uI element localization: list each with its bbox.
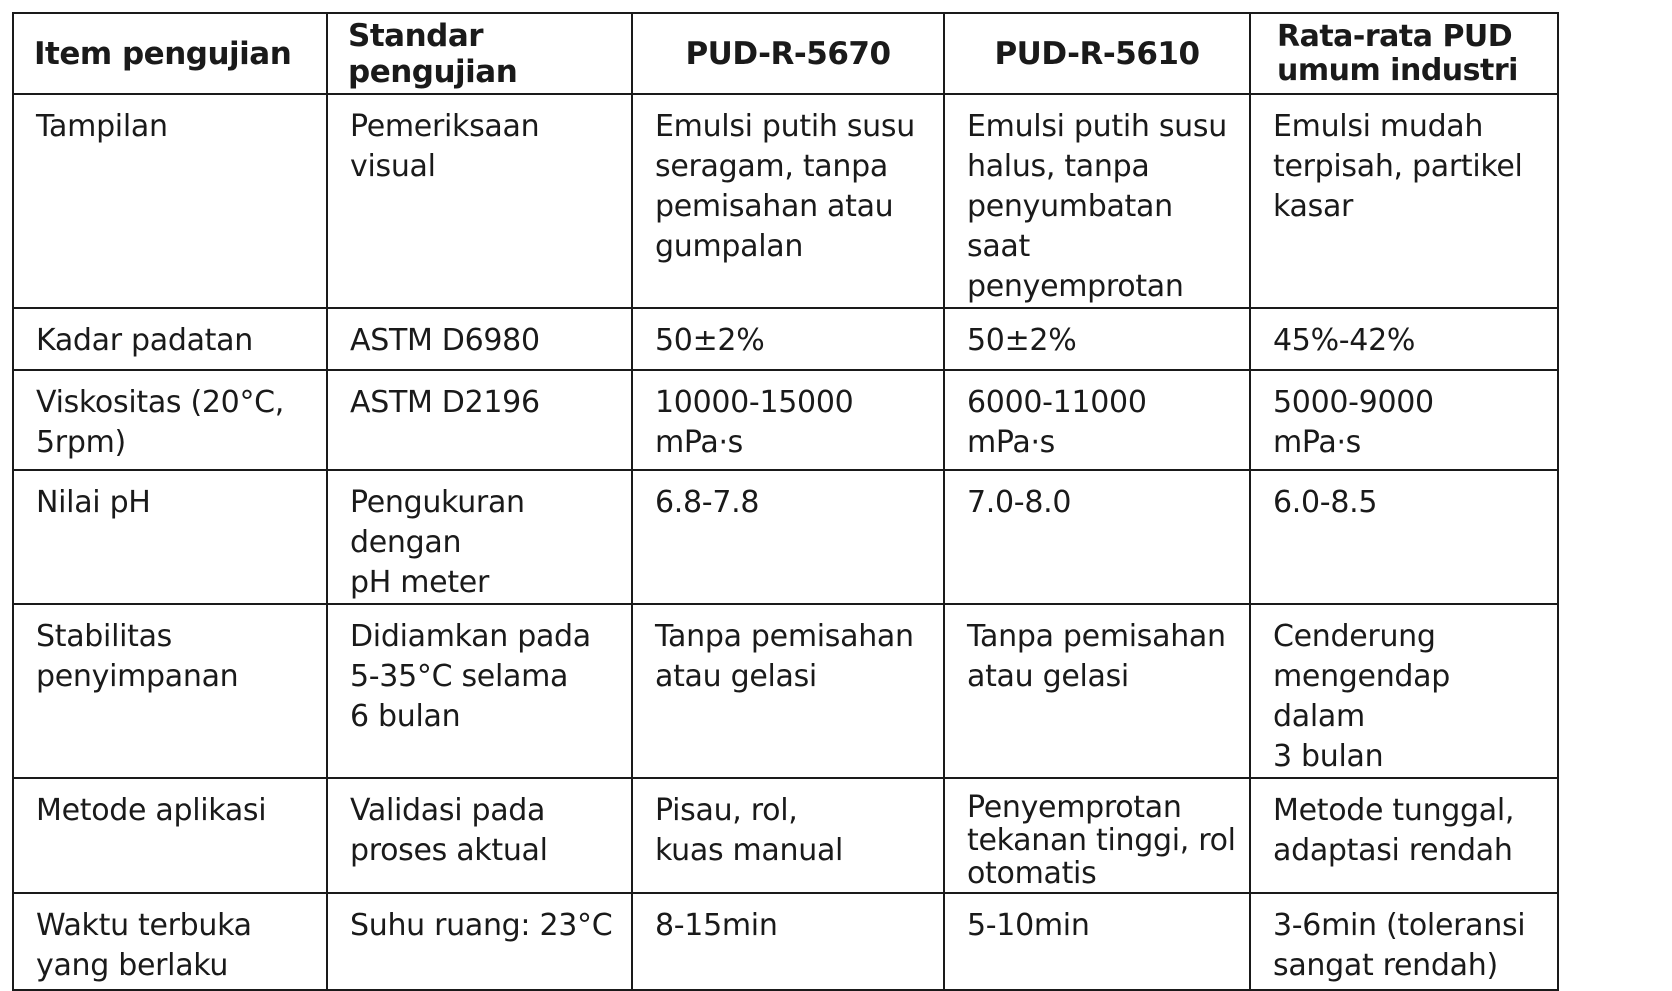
table-cell: 3-6min (toleransi sangat rendah) [1250,893,1558,990]
table-cell: Emulsi mudah terpisah, partikel kasar [1250,94,1558,308]
table-row [13,604,1558,778]
table-header-row [13,13,1558,94]
table-cell: 6.0-8.5 [1250,470,1558,604]
table-cell: 8-15min [632,893,944,990]
table-cell: Emulsi putih susu seragam, tanpa pemisahan atau gumpalan [632,94,944,308]
header-item-pengujian: Item pengujian [13,13,327,94]
table-cell: 7.0-8.0 [944,470,1250,604]
table-cell: 10000-15000 mPa·s [632,370,944,470]
table-cell: Waktu terbuka yang berlaku [13,893,327,990]
table-cell: Didiamkan pada 5-35°C selama 6 bulan [327,604,632,778]
table-cell: 50±2% [632,308,944,370]
table-cell: Metode tunggal, adaptasi rendah [1250,778,1558,893]
table-cell: 5000-9000 mPa·s [1250,370,1558,470]
comparison-table [12,12,1559,991]
table-row [13,308,1558,370]
header-rata-rata-pud: Rata-rata PUD umum industri [1250,13,1558,94]
table-cell: Pisau, rol, kuas manual [632,778,944,893]
table-row [13,94,1558,308]
table-cell: ASTM D6980 [327,308,632,370]
header-pud-r-5610: PUD-R-5610 [944,13,1250,94]
table-cell: Tampilan [13,94,327,308]
table-row [13,778,1558,893]
table-cell: Cenderung mengendap dalam 3 bulan [1250,604,1558,778]
table-cell: ASTM D2196 [327,370,632,470]
table-cell: Stabilitas penyimpanan [13,604,327,778]
header-standar-pengujian: Standar pengujian [327,13,632,94]
table-cell: 6000-11000 mPa·s [944,370,1250,470]
table-cell: Suhu ruang: 23°C [327,893,632,990]
table-cell: 45%-42% [1250,308,1558,370]
header-pud-r-5670: PUD-R-5670 [632,13,944,94]
table-cell: 50±2% [944,308,1250,370]
table-cell: Metode aplikasi [13,778,327,893]
table-cell: Pemeriksaan visual [327,94,632,308]
table-cell: Pengukuran dengan pH meter [327,470,632,604]
table-row [13,893,1558,990]
table-cell: Tanpa pemisahan atau gelasi [944,604,1250,778]
comparison-table-container [12,12,1559,991]
table-cell: 5-10min [944,893,1250,990]
table-row [13,470,1558,604]
table-cell: Validasi pada proses aktual [327,778,632,893]
table-cell: 6.8-7.8 [632,470,944,604]
table-cell: Tanpa pemisahan atau gelasi [632,604,944,778]
table-cell: Viskositas (20°C, 5rpm) [13,370,327,470]
table-cell: Emulsi putih susu halus, tanpa penyumbatan saat penyemprotan [944,94,1250,308]
table-row [13,370,1558,470]
table-cell: Penyemprotan tekanan tinggi, rol otomatis [944,778,1250,893]
table-cell: Nilai pH [13,470,327,604]
table-cell: Kadar padatan [13,308,327,370]
